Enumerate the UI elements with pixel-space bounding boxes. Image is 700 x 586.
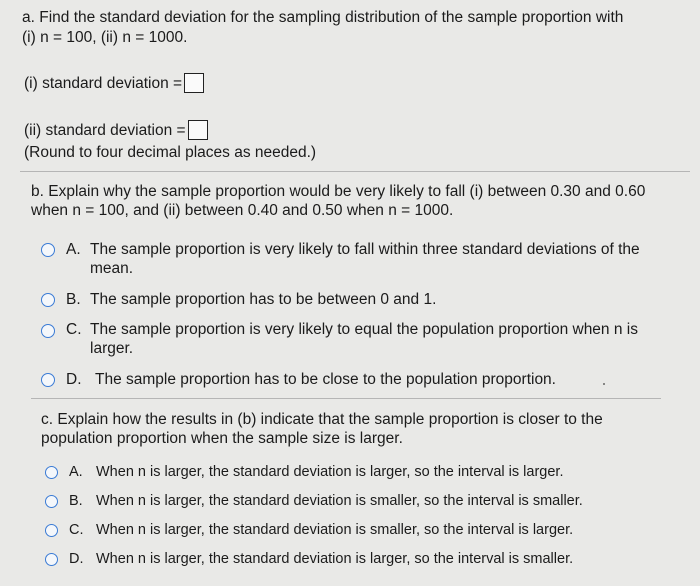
divider-b-c [31, 398, 661, 399]
part-b-option-c-line2: larger. [90, 340, 134, 357]
part-b-option-a-radio[interactable] [41, 243, 55, 257]
part-b-option-c-line1: The sample proportion is very likely to equal the population proportion when n is [90, 321, 638, 338]
part-b-question-line2: when n = 100, and (ii) between 0.40 and 0.50 when n = 1000. [31, 202, 454, 219]
part-a-question-line2: (i) n = 100, (ii) n = 1000. [22, 29, 188, 46]
part-c-question-line2: population proportion when the sample size is larger. [41, 430, 403, 447]
answer-row-ii [24, 120, 208, 140]
answer-label-i: (i) standard deviation = [24, 75, 183, 92]
part-b-option-a-line1: The sample proportion is very likely to fall within three standard deviations of the [90, 241, 640, 258]
part-b-question-line1: b. Explain why the sample proportion would be very likely to fall (i) between 0.30 and 0.60 [31, 183, 646, 200]
part-b-option-d-radio[interactable] [41, 373, 55, 387]
part-b-option-b-radio[interactable] [41, 293, 55, 307]
answer-label-ii: (ii) standard deviation = [24, 122, 186, 139]
part-c-option-a-text: When n is larger, the standard deviation is larger, so the interval is larger. [96, 464, 564, 480]
part-b-option-a-line2: mean. [90, 260, 134, 277]
speck-mark [603, 383, 605, 385]
part-b-option-a-letter: A. [66, 241, 81, 258]
part-c-option-c-text: When n is larger, the standard deviation is smaller, so the interval is larger. [96, 522, 574, 538]
part-c-option-c-letter: C. [69, 522, 84, 538]
part-c-question-line1: c. Explain how the results in (b) indicate that the sample proportion is closer to the [41, 411, 603, 428]
part-c-option-b-text: When n is larger, the standard deviation is smaller, so the interval is smaller. [96, 493, 583, 509]
rounding-note: (Round to four decimal places as needed.) [24, 144, 317, 161]
part-c-option-a-radio[interactable] [45, 466, 58, 479]
part-c-option-c-radio[interactable] [45, 524, 58, 537]
divider-a-b [20, 171, 690, 172]
answer-row-i [24, 73, 204, 93]
part-b-option-b-line1: The sample proportion has to be between 0 and 1. [90, 291, 437, 308]
part-c-option-a-letter: A. [69, 464, 83, 480]
part-b-option-b-letter: B. [66, 291, 81, 308]
part-a-question-line1: a. Find the standard deviation for the sampling distribution of the sample proportion with [22, 9, 624, 26]
part-c-option-d-text: When n is larger, the standard deviation is larger, so the interval is smaller. [96, 551, 574, 567]
part-c-option-d-radio[interactable] [45, 553, 58, 566]
part-b-option-d-letter: D. [66, 371, 82, 388]
part-b-option-c-letter: C. [66, 321, 82, 338]
part-b-option-c-radio[interactable] [41, 324, 55, 338]
part-c-option-b-radio[interactable] [45, 495, 58, 508]
answer-input-ii[interactable] [188, 120, 208, 140]
part-c-option-d-letter: D. [69, 551, 84, 567]
part-b-option-d-line1: The sample proportion has to be close to the population proportion. [95, 371, 556, 388]
answer-input-i[interactable] [184, 73, 204, 93]
part-c-option-b-letter: B. [69, 493, 83, 509]
